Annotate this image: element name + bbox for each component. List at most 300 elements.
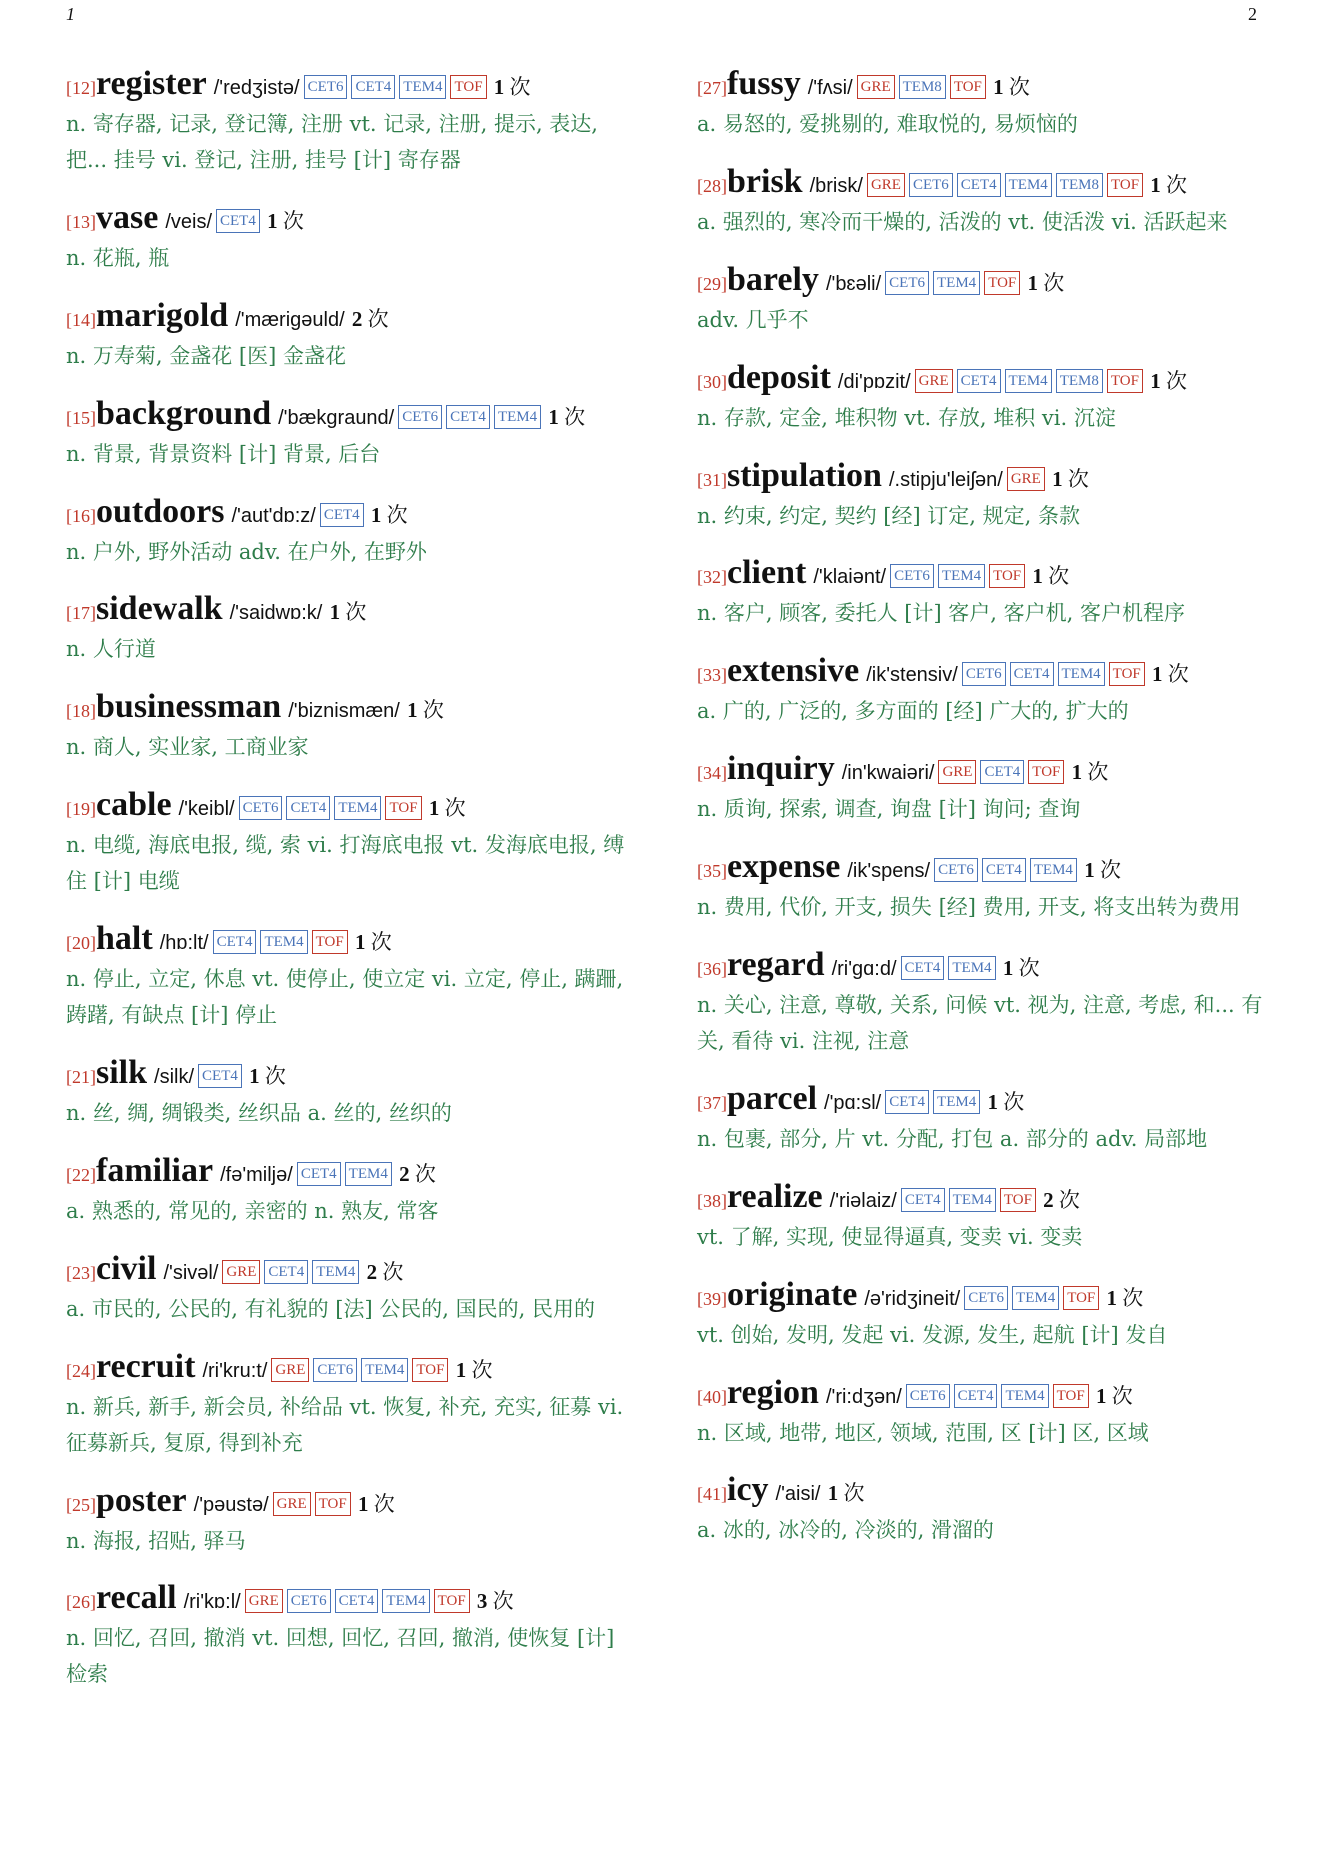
count-number: 3 [476,1589,488,1614]
count-suffix: 次 [422,698,444,723]
exam-tag: CET4 [198,1064,242,1088]
exam-tag: CET4 [286,796,330,820]
count-number: 1 [407,698,418,723]
phonetic: /.stipju'leiʃən/ [888,468,1003,491]
headword: brisk [727,162,803,200]
entry-head [697,360,1267,400]
exam-tag: CET6 [304,75,348,99]
occurrence-count [1091,1384,1133,1408]
entry-head [66,1580,636,1620]
entry-index: [40] [697,1386,727,1407]
phonetic: /'bɛəli/ [825,272,882,295]
count-suffix: 次 [345,600,367,625]
headword: familiar [96,1151,214,1189]
count-number: 2 [366,1259,378,1284]
exam-tag: TEM4 [260,930,307,954]
word-entry [697,1179,1267,1255]
definition: n. 电缆, 海底电报, 缆, 索 vi. 打海底电报 vt. 发海底电报, 缚住 [计] 电缆 [66,833,625,894]
count-suffix: 次 [382,1259,404,1284]
count-suffix: 次 [1048,564,1070,589]
entry-index: [14] [66,309,96,330]
headword: cable [96,786,172,824]
definition: a. 市民的, 公民的, 有礼貌的 [法] 公民的, 国民的, 民用的 [66,1296,596,1321]
exam-tag: GRE [271,1358,309,1382]
exam-tag: TOF [434,1589,470,1613]
word-entry [697,1375,1267,1451]
entry-index: [31] [697,469,727,490]
count-suffix: 次 [1165,368,1187,393]
entry-head [66,921,636,961]
entry-head [66,787,636,827]
occurrence-count [1038,1188,1080,1212]
entry-head [697,1179,1267,1219]
count-suffix: 次 [1008,75,1030,99]
occurrence-count [366,503,408,527]
exam-tag: CET4 [1010,662,1054,686]
count-number: 2 [1043,1187,1054,1212]
word-entry [697,653,1267,729]
exam-tag: TEM4 [1012,1286,1059,1310]
exam-tag: CET6 [962,662,1006,686]
headword: expense [727,848,841,886]
entry-head [697,653,1267,693]
exam-tag: GRE [938,760,976,784]
definition: adv. 几乎不 [697,307,809,332]
entry-head [697,262,1267,302]
entry-head [697,751,1267,791]
exam-tag: GRE [273,1492,311,1516]
phonetic: /'klaiənt/ [813,566,887,589]
exam-tag: TOF [1053,1384,1089,1408]
exam-tag: CET6 [890,564,934,588]
count-suffix: 次 [1166,172,1188,197]
entry-index: [37] [697,1092,727,1113]
exam-tag: TOF [450,75,486,99]
definition: n. 海报, 招贴, 驿马 [66,1528,246,1553]
phonetic: /'keibl/ [178,798,235,821]
definition: n. 包裹, 部分, 片 vt. 分配, 打包 a. 部分的 adv. 局部地 [697,1126,1208,1151]
exam-tag: CET4 [351,75,395,99]
word-entry [697,555,1267,631]
definition: vt. 了解, 实现, 使显得逼真, 变卖 vi. 变卖 [697,1224,1083,1249]
definition: n. 费用, 代价, 开支, 损失 [经] 费用, 开支, 将支出转为费用 [697,895,1241,920]
entry-index: [20] [66,933,96,954]
word-entry [66,921,636,1033]
entry-index: [29] [697,273,727,294]
phonetic: /ri'kru:t/ [202,1359,268,1382]
entry-index: [25] [66,1494,96,1515]
exam-tag: TOF [1107,173,1143,197]
headword: region [727,1373,819,1411]
occurrence-count [244,1064,286,1088]
phonetic: /'ri:dʒən/ [825,1385,902,1408]
exam-tag: TEM4 [1030,858,1077,882]
definition: n. 寄存器, 记录, 登记簿, 注册 vt. 记录, 注册, 提示, 表达, 把... 挂号 vi. 登记, 注册, 挂号 [计] 寄存器 [66,112,598,172]
exam-tag: TEM4 [382,1589,429,1613]
exam-tag: CET6 [964,1286,1008,1310]
definition: n. 区域, 地带, 地区, 领域, 范围, 区 [计] 区, 区域 [697,1420,1149,1445]
exam-tag: TOF [1063,1286,1099,1310]
count-number: 1 [1002,956,1014,981]
entry-index: [23] [66,1262,96,1283]
phonetic: /'saidwɒ:k/ [229,602,323,625]
entry-head [66,1251,636,1291]
phonetic: /di'pɒzit/ [837,370,911,393]
definition: n. 客户, 顾客, 委托人 [计] 客户, 客户机, 客户机程序 [697,601,1186,626]
entry-index: [24] [66,1360,96,1381]
count-suffix: 次 [1087,760,1109,785]
exam-tag: TEM4 [933,271,980,295]
occurrence-count [1101,1286,1143,1310]
count-number: 2 [399,1161,410,1186]
definition: a. 广的, 广泛的, 多方面的 [经] 广大的, 扩大的 [697,699,1129,724]
phonetic: /'pəustə/ [193,1493,269,1516]
left-column [66,66,636,1714]
word-entry [66,298,636,374]
count-suffix: 次 [282,208,304,233]
occurrence-count [1079,858,1121,882]
entry-index: [26] [66,1592,96,1613]
count-number: 1 [267,208,278,233]
exam-tag: CET6 [934,858,978,882]
exam-tag: TEM4 [1005,369,1052,393]
definition: n. 万寿菊, 金盏花 [医] 金盏花 [66,343,346,368]
count-suffix: 次 [264,1064,286,1089]
exam-tag: CET4 [954,1384,998,1408]
entry-index: [27] [697,78,727,98]
word-entry [697,360,1267,436]
count-number: 1 [993,75,1004,99]
word-entry [66,200,636,276]
occurrence-count [353,1492,395,1516]
occurrence-count [489,75,531,99]
word-entry [66,494,636,570]
word-entry [697,262,1267,338]
exam-tag: CET6 [239,796,283,820]
count-number: 1 [1052,466,1063,491]
definition: n. 背景, 背景资料 [计] 背景, 后台 [66,441,381,466]
exam-tag: CET4 [320,503,364,527]
count-number: 1 [1152,662,1163,687]
entry-index: [21] [66,1067,96,1088]
count-number: 1 [249,1064,260,1089]
exam-tag: CET4 [264,1260,308,1284]
definition: n. 丝, 绸, 绸锻类, 丝织品 a. 丝的, 丝织的 [66,1101,452,1126]
entry-head [697,164,1267,204]
count-suffix: 次 [414,1161,436,1186]
occurrence-count [324,600,366,624]
exam-tag: CET4 [957,173,1001,197]
entry-head [66,396,636,436]
word-entry [66,396,636,472]
headword: businessman [96,688,282,726]
word-entry [697,458,1267,534]
count-suffix: 次 [509,75,531,99]
exam-tag: TEM4 [399,75,446,99]
exam-tag: TOF [312,930,348,954]
exam-tag: CET6 [885,271,929,295]
phonetic: /brisk/ [809,174,863,197]
exam-tag: TEM4 [1058,662,1105,686]
exam-tag: CET4 [901,1188,945,1212]
entry-head [66,591,636,631]
count-number: 1 [548,404,559,429]
entry-index: [30] [697,371,727,392]
exam-tag: TEM4 [494,405,541,429]
occurrence-count [998,956,1040,980]
headword: barely [727,260,819,298]
word-entry [66,689,636,765]
entry-index: [15] [66,407,96,428]
entry-index: [34] [697,763,727,784]
exam-tag: CET4 [982,858,1026,882]
exam-tag: TOF [989,564,1025,588]
exam-tag: GRE [867,173,905,197]
count-suffix: 次 [1058,1187,1080,1212]
count-suffix: 次 [843,1481,865,1506]
entry-head [66,66,636,106]
occurrence-count [1027,564,1069,588]
occurrence-count [450,1358,492,1382]
word-entry [66,1251,636,1327]
definition: a. 强烈的, 寒冷而干燥的, 活泼的 vt. 使活泼 vi. 活跃起来 [697,209,1228,234]
entry-index: [13] [66,211,96,232]
headword: client [727,554,807,592]
headword: poster [96,1481,187,1519]
phonetic: /silk/ [154,1066,195,1089]
count-number: 1 [329,600,341,625]
occurrence-count [350,930,392,954]
count-suffix: 次 [367,306,389,331]
phonetic: /'fʌsi/ [807,77,853,99]
word-entry [697,751,1267,827]
exam-tag: GRE [222,1260,260,1284]
exam-tag: GRE [915,369,953,393]
left-page-number: 1 [66,4,75,24]
phonetic: /ə'ridʒineit/ [864,1287,961,1310]
phonetic: /ri'kɒ:l/ [183,1591,241,1614]
phonetic: /ik'spens/ [847,860,931,883]
exam-tag: GRE [245,1589,283,1613]
headword: silk [96,1054,148,1092]
occurrence-count [347,307,389,331]
exam-tag: TEM8 [899,75,946,99]
phonetic: /hɒ:lt/ [159,932,209,955]
definition: n. 商人, 实业家, 工商业家 [66,735,309,760]
word-entry [697,1081,1267,1157]
word-entry [66,1483,636,1559]
headword: parcel [727,1079,818,1117]
phonetic: /'bækgraund/ [278,406,395,429]
entry-head [697,1277,1267,1317]
entry-head [66,689,636,729]
exam-tag: TOF [1000,1188,1036,1212]
headword: inquiry [727,750,835,788]
exam-tag: GRE [857,75,895,99]
entry-index: [16] [66,505,96,526]
entry-index: [41] [697,1484,727,1505]
occurrence-count [982,1090,1024,1114]
headword: outdoors [96,492,225,530]
entry-index: [17] [66,603,96,624]
count-number: 1 [370,502,382,527]
exam-tag: TOF [1107,369,1143,393]
exam-tag: TEM4 [938,564,985,588]
definition: n. 花瓶, 瓶 [66,245,170,270]
phonetic: /'riəlaiz/ [829,1189,897,1212]
word-entry [66,1153,636,1229]
entry-head [66,1483,636,1523]
word-entry [697,164,1267,240]
headword: recruit [96,1347,196,1385]
exam-tag: CET4 [980,760,1024,784]
entry-head [66,1153,636,1193]
count-number: 1 [428,796,440,821]
exam-tag: TEM4 [948,956,995,980]
entry-index: [19] [66,799,96,820]
entry-index: [32] [697,567,727,588]
word-entry [697,66,1267,142]
exam-tag: TEM4 [334,796,381,820]
count-suffix: 次 [1067,466,1089,491]
count-number: 1 [493,75,505,99]
phonetic: /ik'stensiv/ [866,664,958,687]
headword: regard [727,946,825,984]
entry-index: [33] [697,665,727,686]
exam-tag: CET4 [957,369,1001,393]
exam-tag: TEM4 [949,1188,996,1212]
occurrence-count [361,1260,403,1284]
exam-tag: TEM4 [1001,1384,1048,1408]
exam-tag: TEM4 [361,1358,408,1382]
entry-index: [39] [697,1288,727,1309]
phonetic: /'pɑ:sl/ [824,1091,882,1114]
entry-head [697,947,1267,987]
entry-head [66,494,636,534]
definition: vt. 创始, 发明, 发起 vi. 发源, 发生, 起航 [计] 发自 [697,1322,1168,1347]
word-entry [66,1349,636,1461]
exam-tag: CET4 [885,1090,929,1114]
phonetic: /'aut'dɒ:z/ [231,504,316,527]
occurrence-count [262,209,304,233]
definition: n. 回忆, 召回, 撤消 vt. 回想, 回忆, 召回, 撤消, 使恢复 [计] 检索 [66,1626,615,1687]
right-page-number: 2 [1248,4,1257,24]
entry-head [66,200,636,240]
exam-tag: TOF [315,1492,351,1516]
occurrence-count [1047,467,1089,491]
headword: background [96,394,272,432]
word-entry [697,947,1267,1059]
occurrence-count [472,1589,514,1613]
word-entry [697,1277,1267,1353]
definition: n. 存款, 定金, 堆积物 vt. 存放, 堆积 vi. 沉淀 [697,405,1116,430]
phonetic: /'mærigəuld/ [235,308,345,331]
entry-index: [18] [66,701,96,722]
headword: vase [96,198,159,236]
count-suffix: 次 [1099,858,1121,883]
phonetic: /fə'miljə/ [220,1163,293,1186]
occurrence-count [424,796,466,820]
phonetic: /in'kwaiəri/ [841,762,935,785]
count-number: 1 [1150,172,1161,197]
count-number: 1 [1027,270,1039,295]
count-suffix: 次 [1018,956,1040,981]
headword: marigold [96,296,229,334]
exam-tag: TEM4 [1005,173,1052,197]
exam-tag: TOF [1109,662,1145,686]
headword: originate [727,1275,858,1313]
count-suffix: 次 [1043,270,1065,295]
entry-index: [12] [66,78,96,98]
occurrence-count [1145,173,1187,197]
entry-head [66,1349,636,1389]
definition: n. 质询, 探索, 调查, 询盘 [计] 询问; 查询 [697,797,1081,822]
definition: a. 冰的, 冰冷的, 冷淡的, 滑溜的 [697,1518,994,1543]
occurrence-count [823,1481,865,1505]
entry-head [697,1472,1267,1512]
word-entry [697,1472,1267,1548]
phonetic: /veis/ [165,210,213,233]
word-entry [66,787,636,899]
exam-tag: CET4 [213,930,257,954]
count-suffix: 次 [444,796,466,821]
entry-head [697,66,1267,106]
phonetic: /ri'gɑ:d/ [831,958,897,981]
count-number: 1 [357,1491,369,1516]
headword: realize [727,1177,823,1215]
exam-tag: CET4 [446,405,490,429]
occurrence-count [988,75,1030,99]
entry-head [697,555,1267,595]
exam-tag: CET6 [287,1589,331,1613]
occurrence-count [1145,369,1187,393]
occurrence-count [1147,662,1189,686]
entry-index: [28] [697,175,727,196]
exam-tag: TEM8 [1056,173,1103,197]
word-entry [66,1580,636,1692]
entry-head [697,1081,1267,1121]
definition: n. 停止, 立定, 休息 vt. 使停止, 使立定 vi. 立定, 停止, 蹒跚, 踌躇, 有缺点 [计] 停止 [66,967,624,1028]
count-number: 1 [354,930,366,955]
headword: halt [96,920,153,958]
count-number: 1 [987,1089,998,1114]
occurrence-count [1022,271,1064,295]
headword: extensive [727,652,860,690]
count-suffix: 次 [1111,1383,1133,1408]
entry-index: [38] [697,1190,727,1211]
exam-tag: TEM4 [312,1260,359,1284]
entry-head [697,849,1267,889]
count-suffix: 次 [564,404,586,429]
phonetic: /'redʒistə/ [213,77,300,99]
phonetic: /'sivəl/ [163,1261,219,1284]
word-entry [66,1055,636,1131]
count-number: 1 [1106,1285,1118,1310]
definition: n. 关心, 注意, 尊敬, 关系, 问候 vt. 视为, 注意, 考虑, 和... 有关, 看待 vi. 注视, 注意 [697,993,1263,1054]
exam-tag: TEM4 [345,1162,392,1186]
headword: icy [727,1471,769,1509]
word-entry [66,66,636,178]
count-suffix: 次 [370,930,392,955]
definition: n. 新兵, 新手, 新会员, 补给品 vt. 恢复, 补充, 充实, 征募 vi. 征募新兵, 复原, 得到补充 [66,1394,624,1455]
exam-tag: CET6 [906,1384,950,1408]
headword: civil [96,1249,157,1287]
count-number: 1 [455,1357,467,1382]
count-number: 1 [1084,858,1095,883]
count-suffix: 次 [373,1491,395,1516]
definition: n. 约束, 约定, 契约 [经] 订定, 规定, 条款 [697,503,1081,528]
headword: stipulation [727,456,882,494]
